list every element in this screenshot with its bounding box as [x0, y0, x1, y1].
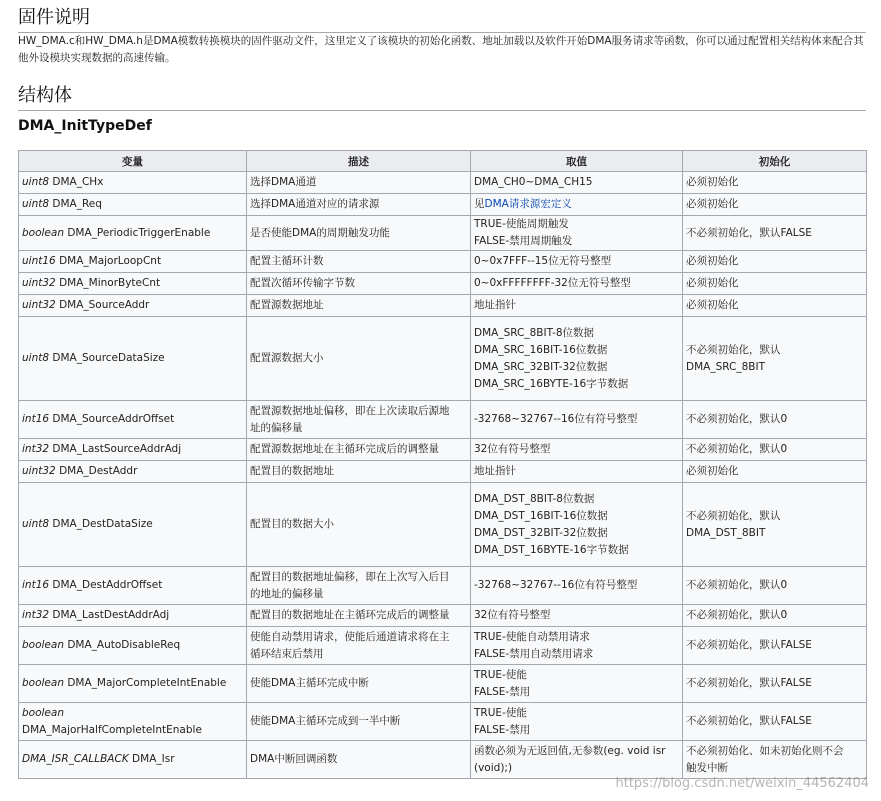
cell-description-line: 配置源数据地址偏移，即在上次读取后源地 [250, 404, 450, 417]
cell-init [683, 483, 867, 567]
cell-value-line: DMA_SRC_16BIT-16位数据 [474, 343, 608, 356]
cell-init [683, 461, 867, 483]
cell-description-line: 配置目的数据地址在主循环完成后的调整量 [250, 609, 450, 621]
variable-name: DMA_MajorLoopCnt [59, 255, 162, 267]
intro-paragraph: HW_DMA.c和HW_DMA.h是DMA模数转换模块的固件驱动文件，这里定义了该模块的初始化函数、地址加载以及软件开始DMA服务请求等函数，你可以通过配置相关结构体来配合其他外设模块实现数据的高速传输。 [18, 35, 864, 64]
cell-description [247, 741, 471, 779]
variable-name: DMA_CHx [52, 176, 104, 188]
cell-value-line: DMA_DST_8BIT-8位数据 [474, 492, 595, 505]
cell-value [471, 483, 683, 567]
table-row [19, 317, 867, 401]
table-row [19, 439, 867, 461]
cell-variable [19, 194, 247, 216]
cell-init-line: 不必须初始化，默认 [686, 343, 781, 356]
variable-name: DMA_MinorByteCnt [59, 277, 161, 289]
cell-value [471, 567, 683, 605]
table-row [19, 627, 867, 665]
variable-type: uint8 [22, 198, 50, 210]
cell-value-line: TRUE-使能周期触发 [474, 218, 569, 230]
cell-value-line: TRUE-使能 [474, 706, 527, 719]
cell-init [683, 703, 867, 741]
cell-description-line: 选择DMA通道对应的请求源 [250, 198, 380, 210]
variable-type: int32 [22, 609, 50, 621]
value-prefix: 见 [474, 198, 485, 210]
cell-value [471, 665, 683, 703]
table-row [19, 483, 867, 567]
cell-description [247, 317, 471, 401]
cell-value-line: 32位有符号整型 [474, 443, 551, 455]
variable-type: boolean [22, 639, 64, 651]
cell-description-line: 配置源数据地址 [250, 299, 324, 311]
cell-variable [19, 439, 247, 461]
cell-init-line: 必须初始化 [686, 299, 739, 311]
cell-value-line: -32768~32767--16位有符号整型 [474, 579, 638, 591]
cell-description [247, 483, 471, 567]
cell-init [683, 251, 867, 273]
cell-value-line: FALSE-禁用 [474, 723, 531, 736]
table-row [19, 401, 867, 439]
variable-name: DMA_DestAddrOffset [52, 579, 163, 591]
table-header-row [19, 151, 867, 172]
variable-type: uint32 [22, 299, 56, 311]
variable-name: DMA_Req [52, 198, 102, 210]
cell-description-line: 配置源数据地址在主循环完成后的调整量 [250, 443, 439, 455]
variable-type: int32 [22, 443, 50, 455]
variable-name: DMA_PeriodicTriggerEnable [67, 226, 211, 239]
cell-value-line: DMA_DST_16BYTE-16字节数据 [474, 543, 629, 556]
cell-value-line: FALSE-禁用 [474, 685, 531, 698]
cell-variable [19, 567, 247, 605]
cell-value-line: DMA_DST_16BIT-16位数据 [474, 509, 608, 522]
cell-description [247, 273, 471, 295]
cell-value-line: (void);) [474, 761, 513, 774]
cell-init-line: 必须初始化 [686, 198, 739, 210]
cell-variable [19, 273, 247, 295]
cell-init-line: DMA_SRC_8BIT [686, 360, 765, 373]
cell-value [471, 439, 683, 461]
cell-init-line: 不必须初始化，默认0 [686, 443, 788, 455]
cell-description [247, 605, 471, 627]
variable-name: DMA_DestAddr [59, 465, 138, 477]
cell-variable [19, 401, 247, 439]
cell-init-line: 不必须初始化、如未初始化则不会 [686, 744, 844, 757]
cell-init [683, 627, 867, 665]
cell-value-line: FALSE-禁用自动禁用请求 [474, 647, 594, 660]
table-row [19, 273, 867, 295]
cell-value [471, 741, 683, 779]
cell-init-line: 不必须初始化，默认0 [686, 413, 788, 425]
cell-value-line: 函数必须为无返回值,无参数(eg. void isr [474, 744, 666, 757]
watermark: https://blog.csdn.net/weixin_44562404 [615, 776, 869, 791]
variable-name: DMA_Isr [132, 753, 175, 765]
table-row [19, 665, 867, 703]
cell-description [247, 461, 471, 483]
cell-value [471, 194, 683, 216]
cell-value-line: DMA_SRC_32BIT-32位数据 [474, 360, 608, 373]
cell-description-line: DMA中断回调函数 [250, 753, 338, 765]
cell-init-line: 不必须初始化，默认FALSE [686, 226, 812, 239]
cell-description-line: 使能DMA主循环完成到一半中断 [250, 715, 401, 727]
cell-variable [19, 703, 247, 741]
cell-description-line: 使能自动禁用请求，使能后通道请求将在主 [250, 630, 450, 643]
cell-value [471, 317, 683, 401]
variable-type: uint16 [22, 255, 56, 267]
cell-value-line: DMA_CH0~DMA_CH15 [474, 176, 593, 188]
variable-type: uint32 [22, 465, 56, 477]
table-row [19, 605, 867, 627]
header-init: 初始化 [683, 151, 867, 172]
cell-description-line: 选择DMA通道 [250, 176, 317, 188]
cell-value-line: 地址指针 [474, 465, 516, 477]
cell-description-line: 配置目的数据地址 [250, 465, 334, 477]
cell-description-line: 配置次循环传输字节数 [250, 277, 355, 289]
cell-description-line: 配置源数据大小 [250, 352, 324, 364]
struct-table [18, 150, 867, 779]
table-row [19, 567, 867, 605]
variable-type: int16 [22, 413, 50, 425]
variable-type: uint32 [22, 277, 56, 289]
cell-variable [19, 172, 247, 194]
cell-description [247, 251, 471, 273]
table-row [19, 741, 867, 779]
cell-value [471, 703, 683, 741]
variable-type: uint8 [22, 518, 50, 530]
cell-value-line: DMA_SRC_8BIT-8位数据 [474, 326, 594, 339]
table-row [19, 251, 867, 273]
cell-variable [19, 665, 247, 703]
cell-init [683, 665, 867, 703]
cell-variable [19, 605, 247, 627]
cell-description [247, 567, 471, 605]
cell-variable [19, 627, 247, 665]
cell-init [683, 741, 867, 779]
cell-init-line: 不必须初始化，默认FALSE [686, 677, 812, 689]
table-row [19, 703, 867, 741]
cell-init [683, 216, 867, 251]
cell-value [471, 401, 683, 439]
cell-description-line: 使能DMA主循环完成中断 [250, 677, 369, 689]
cell-description [247, 627, 471, 665]
cell-variable [19, 741, 247, 779]
header-value: 取值 [471, 151, 683, 172]
variable-type: DMA_ISR_CALLBACK [22, 753, 129, 765]
cell-init-line: 不必须初始化，默认0 [686, 609, 788, 621]
cell-init [683, 401, 867, 439]
header-description: 描述 [247, 151, 471, 172]
cell-description [247, 295, 471, 317]
cell-value [471, 627, 683, 665]
variable-name: DMA_SourceAddr [59, 299, 150, 311]
cell-description [247, 172, 471, 194]
cell-value-line: 32位有符号整型 [474, 609, 551, 621]
cell-init-line: 必须初始化 [686, 465, 739, 477]
variable-name: DMA_LastDestAddrAdj [52, 609, 170, 621]
cell-init [683, 605, 867, 627]
cell-init-line: 不必须初始化，默认0 [686, 579, 788, 591]
cell-init-line: 不必须初始化，默认 [686, 509, 781, 522]
cell-init [683, 439, 867, 461]
cell-description-line: 配置目的数据大小 [250, 518, 334, 530]
cell-value-line: DMA_SRC_16BYTE-16字节数据 [474, 377, 629, 390]
cell-description [247, 216, 471, 251]
cell-value-line: FALSE-禁用周期触发 [474, 235, 573, 247]
table-row [19, 172, 867, 194]
cell-description [247, 401, 471, 439]
variable-type: boolean [22, 226, 64, 239]
cell-description-line: 配置目的数据地址偏移，即在上次写入后目 [250, 570, 450, 583]
cell-value-line: 地址指针 [474, 299, 516, 311]
cell-variable [19, 461, 247, 483]
cell-value [471, 295, 683, 317]
variable-type: boolean [22, 677, 64, 689]
cell-description [247, 439, 471, 461]
cell-value [471, 605, 683, 627]
cell-description [247, 194, 471, 216]
variable-name: DMA_AutoDisableReq [67, 639, 181, 651]
table-row [19, 461, 867, 483]
cell-value [471, 461, 683, 483]
struct-title: DMA_InitTypeDef [18, 118, 152, 134]
cell-value [471, 273, 683, 295]
variable-type: uint8 [22, 352, 50, 364]
variable-name: DMA_MajorCompleteIntEnable [67, 677, 227, 689]
cell-init [683, 295, 867, 317]
cell-description-line: 配置主循环计数 [250, 255, 324, 267]
variable-name: DMA_MajorHalfCompleteIntEnable [22, 723, 202, 736]
cell-init [683, 194, 867, 216]
cell-init [683, 317, 867, 401]
cell-description-line: 的地址的偏移量 [250, 587, 324, 600]
cell-description-line: 循环结束后禁用 [250, 647, 324, 660]
cell-variable [19, 251, 247, 273]
cell-value-line: -32768~32767--16位有符号整型 [474, 413, 638, 425]
cell-value-line: 0~0x7FFF--15位无符号整型 [474, 255, 612, 267]
cell-value [471, 251, 683, 273]
header-variable: 变量 [19, 151, 247, 172]
cell-init-line: 必须初始化 [686, 255, 739, 267]
cell-init-line: 必须初始化 [686, 277, 739, 289]
cell-variable [19, 216, 247, 251]
variable-name: DMA_DestDataSize [52, 518, 153, 530]
table-row [19, 216, 867, 251]
cell-init [683, 172, 867, 194]
variable-name: DMA_SourceAddrOffset [52, 413, 175, 425]
cell-init-line: DMA_DST_8BIT [686, 526, 766, 539]
cell-init-line: 触发中断 [686, 761, 728, 774]
cell-description-line: 是否使能DMA的周期触发功能 [250, 226, 390, 239]
cell-value-line: TRUE-使能 [474, 668, 527, 681]
cell-value-line: TRUE-使能自动禁用请求 [474, 630, 590, 643]
variable-name: DMA_SourceDataSize [52, 352, 165, 364]
cell-init-line: 不必须初始化，默认FALSE [686, 639, 812, 651]
variable-type: boolean [22, 706, 64, 719]
variable-type: uint8 [22, 176, 50, 188]
cell-description-line: 址的偏移量 [250, 421, 303, 434]
cell-init-line: 必须初始化 [686, 176, 739, 188]
table-row [19, 295, 867, 317]
cell-value-line: DMA_DST_32BIT-32位数据 [474, 526, 608, 539]
variable-name: DMA_LastSourceAddrAdj [52, 443, 182, 455]
cell-init [683, 273, 867, 295]
cell-init [683, 567, 867, 605]
section-heading-structs: 结构体 [18, 78, 866, 111]
cell-variable [19, 317, 247, 401]
cell-value-line: 0~0xFFFFFFFF-32位无符号整型 [474, 277, 631, 289]
cell-variable [19, 483, 247, 567]
cell-value [471, 216, 683, 251]
cell-description [247, 703, 471, 741]
table-row [19, 194, 867, 216]
cell-init-line: 不必须初始化，默认FALSE [686, 715, 812, 727]
dma-request-source-link[interactable]: DMA请求源宏定义 [484, 198, 572, 210]
cell-value [471, 172, 683, 194]
variable-type: int16 [22, 579, 50, 591]
table-body [19, 172, 867, 779]
cell-variable [19, 295, 247, 317]
section-heading-firmware: 固件说明 [18, 0, 866, 33]
cell-description [247, 665, 471, 703]
